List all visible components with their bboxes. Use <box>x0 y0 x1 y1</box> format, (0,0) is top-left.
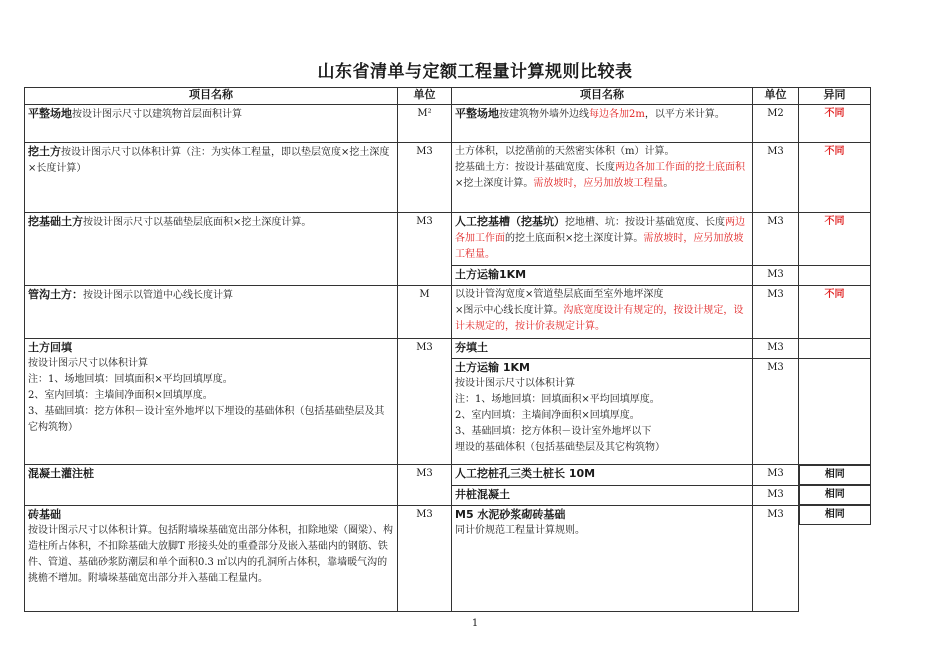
left-item-line: 2、室内回填：主墙间净面积×回填厚度。 <box>28 390 213 401</box>
diff-cell <box>799 266 871 286</box>
left-item-cell <box>25 213 398 286</box>
left-unit-cell: M3 <box>398 465 452 506</box>
right-item-title: 土方运输1KM <box>455 268 527 281</box>
table-row <box>25 143 871 213</box>
right-unit-cell: M2 <box>753 105 799 143</box>
right-item-line: 3、基础回填：挖方体积－设计室外地坪以下 <box>455 426 652 437</box>
left-item-line: 按设计图示尺寸以体积计算 <box>28 358 148 369</box>
table-row <box>25 286 871 339</box>
right-item-rule-tail: ，以平方米计算。 <box>644 109 725 120</box>
left-item-cell <box>25 143 398 213</box>
right-item-title: M5 水泥砂浆砌砖基础 <box>455 507 566 521</box>
right-item-highlight: 每边各加2m <box>589 109 645 120</box>
right-item-cell <box>452 485 753 505</box>
left-item-title: 平整场地 <box>28 107 72 120</box>
right-unit-cell: M3 <box>753 286 799 339</box>
right-item-title: 土方运输 1KM <box>455 361 530 374</box>
left-unit-cell: M² <box>398 105 452 143</box>
right-item-rule: 挖地槽、坑：按设计基础宽度、长度 <box>565 217 725 228</box>
right-item-rule: 挖基础土方：按设计基础宽度、长度 <box>455 162 615 173</box>
right-item-highlight: 沟底宽度设计有规定的，按设计规定，设计未规定的，按计价表规定计算。 <box>455 305 744 332</box>
right-item-cell <box>452 465 753 486</box>
right-item-cell <box>452 266 753 286</box>
table-row <box>25 213 871 266</box>
left-item-cell <box>25 339 398 465</box>
right-item-cell <box>452 505 753 611</box>
right-item-title: 平整场地 <box>455 107 499 120</box>
diff-cell <box>799 359 871 465</box>
table-row <box>25 465 871 486</box>
left-item-rule: 按设计图示尺寸以基础垫层底面积×挖土深度计算。 <box>83 217 312 228</box>
diff-cell: 不同 <box>799 213 871 266</box>
right-item-line: 注：1、场地回填：回填面积×平均回填厚度。 <box>455 394 660 405</box>
diff-cell <box>799 339 871 359</box>
right-item-title: 井桩混凝土 <box>455 487 510 501</box>
right-item-cell <box>452 213 753 266</box>
diff-cell: 相同 <box>799 485 871 505</box>
left-item-line: 注：1、场地回填：回填面积×平均回填厚度。 <box>28 374 233 385</box>
right-unit-cell: M3 <box>753 266 799 286</box>
right-item-cell <box>452 143 753 213</box>
right-item-line: 土方体积，以挖凿前的天然密实体积（m）计算。 <box>455 146 675 157</box>
right-item-rule: ×图示中心线长度计算。 <box>455 305 564 316</box>
left-item-cell <box>25 505 398 611</box>
left-item-rule: 按设计图示尺寸以体积计算。包括附墙垛基础宽出部分体积，扣除地梁（圈梁）、构造柱所占体积，不扣除基础大放脚T 形接头处的重叠部分及嵌入基础内的钢筋、铁件、管道、基础砂浆防潮层和单个面积0.3 ㎡以内的孔洞所占体积，靠墙暖气沟的挑檐不增加。附墙垛基础宽出部分并入基础工程量内。 <box>28 524 393 584</box>
right-item-rule: 的挖土底面积×挖土深度计算。 <box>505 233 644 244</box>
right-item-line: 埋设的基础体积（包括基础垫层及其它构筑物） <box>455 442 665 453</box>
left-item-title: 土方回填 <box>28 341 72 354</box>
header-diff: 异同 <box>799 88 871 105</box>
right-item-line: 2、室内回填：主墙间净面积×回填厚度。 <box>455 410 640 421</box>
right-unit-cell: M3 <box>753 359 799 465</box>
header-left-name: 项目名称 <box>25 88 398 105</box>
right-item-rule: ×挖土深度计算。 <box>455 178 534 189</box>
diff-cell: 相同 <box>799 465 871 485</box>
left-unit-cell: M3 <box>398 505 452 611</box>
header-right-name: 项目名称 <box>452 88 753 105</box>
right-item-line: 按设计图示尺寸以体积计算 <box>455 378 575 389</box>
right-item-title: 夯填土 <box>455 341 488 354</box>
left-unit-cell: M3 <box>398 339 452 465</box>
right-unit-cell: M3 <box>753 505 799 611</box>
header-left-unit: 单位 <box>398 88 452 105</box>
left-item-title: 砖基础 <box>28 507 61 521</box>
table-row <box>25 105 871 143</box>
table-row <box>25 505 871 611</box>
left-item-rule: 按设计图示尺寸以体积计算（注：为实体工程量，即以垫层宽度×挖土深度×长度计算） <box>28 147 390 174</box>
left-item-cell <box>25 105 398 143</box>
left-unit-cell: M3 <box>398 213 452 286</box>
right-item-rule: 同计价规范工程量计算规则。 <box>455 524 585 536</box>
diff-cell: 相同 <box>799 505 871 525</box>
right-item-highlight: 需放坡时，应另加放坡工程量。 <box>455 233 744 260</box>
left-item-title: 挖基础土方 <box>28 215 83 228</box>
comparison-table <box>24 87 871 612</box>
right-item-cell <box>452 359 753 465</box>
left-item-title: 混凝土灌注桩 <box>28 467 94 480</box>
left-item-cell <box>25 465 398 506</box>
right-unit-cell: M3 <box>753 485 799 505</box>
right-item-line: 以设计管沟宽度×管道垫层底面至室外地坪深度 <box>455 289 664 300</box>
left-item-rule: 按设计图示尺寸以建筑物首层面积计算 <box>72 109 242 120</box>
left-item-title: 挖土方 <box>28 145 61 158</box>
right-item-cell <box>452 339 753 359</box>
left-unit-cell: M <box>398 286 452 339</box>
right-item-highlight: 两边各加工作面 <box>455 217 745 244</box>
page-number: 1 <box>471 618 479 629</box>
header-right-unit: 单位 <box>753 88 799 105</box>
left-item-title: 管沟土方： <box>28 288 83 301</box>
page-title: 山东省清单与定额工程量计算规则比较表 <box>317 62 633 82</box>
right-unit-cell: M3 <box>753 143 799 213</box>
left-item-rule: 按设计图示以管道中心线长度计算 <box>83 290 233 301</box>
left-item-cell <box>25 286 398 339</box>
right-item-highlight: 需放坡时，应另加放坡工程量 <box>533 178 664 189</box>
right-item-cell <box>452 286 753 339</box>
diff-cell: 不同 <box>799 105 871 143</box>
right-unit-cell: M3 <box>753 339 799 359</box>
right-item-cell <box>452 105 753 143</box>
left-unit-cell: M3 <box>398 143 452 213</box>
right-item-rule-tail: 。 <box>663 178 674 189</box>
diff-cell: 不同 <box>799 143 871 213</box>
right-item-title: 人工挖桩孔三类土桩长 10M <box>455 467 596 480</box>
table-row <box>25 339 871 359</box>
right-unit-cell: M3 <box>753 465 799 486</box>
table-header-row <box>25 88 871 105</box>
diff-cell: 不同 <box>799 286 871 339</box>
right-item-rule: 按建筑物外墙外边线 <box>499 109 589 120</box>
right-item-highlight: 两边各加工作面的挖土底面积 <box>615 162 745 173</box>
left-item-line: 3、基础回填：挖方体积－设计室外地坪以下埋设的基础体积（包括基础垫层及其它构筑物） <box>28 406 385 433</box>
right-unit-cell: M3 <box>753 213 799 266</box>
right-item-title: 人工挖基槽（挖基坑） <box>455 215 565 228</box>
